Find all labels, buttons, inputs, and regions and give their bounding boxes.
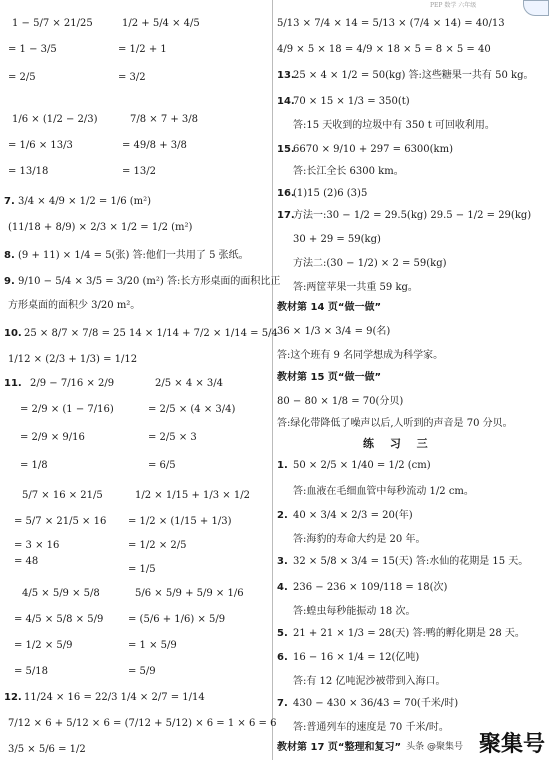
left-math-line: = 2/9 × 9/16 [20, 432, 85, 443]
left-math-line: = 2/9 × (1 − 7/16) [20, 404, 114, 415]
left-math-line: (11/18 + 8/9) × 2/3 × 1/2 = 1/2 (m²) [8, 222, 193, 233]
left-math-line: = 6/5 [148, 460, 176, 471]
left-item-number: 7. [4, 196, 15, 207]
right-exercise-title: 练 习 三 [363, 437, 434, 450]
left-math-line: = 2/5 × (4 × 3/4) [148, 404, 236, 415]
right-math-line: 36 × 1/3 × 3/4 = 9(名) [277, 326, 391, 337]
left-math-line: = 2/5 × 3 [148, 432, 197, 443]
watermark-sub: 头条 @聚集号 [406, 742, 463, 752]
right-math-line: 40 × 3/4 × 2/3 = 20(年) [293, 510, 413, 521]
right-math-line: 答:绿化带降低了噪声以后,人听到的声音是 70 分贝。 [277, 418, 513, 429]
left-math-line: 5/6 × 5/9 + 5/9 × 1/6 [135, 588, 244, 599]
left-math-line: 1/2 × 1/15 + 1/3 × 1/2 [135, 490, 250, 501]
right-item-number: 5. [277, 628, 288, 639]
right-math-line: 答:两筐苹果一共重 59 kg。 [293, 282, 418, 293]
left-math-line: 3/5 × 5/6 = 1/2 [8, 744, 86, 755]
right-item-number: 16. [277, 188, 295, 199]
left-math-line: = 1 − 3/5 [8, 44, 57, 55]
right-section-heading: 教材第 15 页“做一做” [277, 372, 382, 383]
right-math-line: 答:血液在毛细血管中每秒流动 1/2 cm。 [293, 486, 474, 497]
left-math-line: = 1/2 × 2/5 [128, 540, 187, 551]
left-math-line: = 1/8 [20, 460, 48, 471]
left-math-line: 1/12 × (2/3 + 1/3) = 1/12 [8, 354, 138, 365]
right-math-line: 16 − 16 × 1/4 = 12(亿吨) [293, 652, 420, 663]
left-math-line: 1 − 5/7 × 21/25 [12, 18, 93, 29]
right-math-line: 21 + 21 × 1/3 = 28(天) 答:鸭的孵化期是 28 天。 [293, 628, 525, 639]
right-math-line: 方法一:30 − 1/2 = 29.5(kg) 29.5 − 1/2 = 29(kg) [293, 210, 532, 221]
right-math-line: 答:普通列车的速度是 70 千米/时。 [293, 722, 449, 733]
left-math-line: = 5/18 [14, 666, 49, 677]
right-item-number: 4. [277, 582, 288, 593]
right-item-number: 14. [277, 96, 295, 107]
right-item-number: 1. [277, 460, 288, 471]
left-math-line: = 5/7 × 21/5 × 16 [14, 516, 107, 527]
left-math-line: = 13/2 [122, 166, 157, 177]
watermark-logo: 聚集号 [477, 727, 547, 758]
left-math-line: = 1/2 × (1/15 + 1/3) [128, 516, 232, 527]
left-math-line: 2/9 − 7/16 × 2/9 [30, 378, 115, 389]
left-math-line: = 1 × 5/9 [128, 640, 177, 651]
left-math-line: 方形桌面的面积少 3/20 m²。 [8, 300, 141, 311]
left-math-line: = 3 × 16 [14, 540, 60, 551]
left-math-line: = 2/5 [8, 72, 36, 83]
right-math-line: 5/13 × 7/4 × 14 = 5/13 × (7/4 × 14) = 40/13 [277, 18, 505, 29]
left-math-line: 9/10 − 5/4 × 3/5 = 3/20 (m²) 答:长方形桌面的面积比正 [18, 276, 281, 287]
left-item-number: 8. [4, 250, 15, 261]
left-item-number: 11. [4, 378, 22, 389]
right-math-line: 答:海豹的寿命大约是 20 年。 [293, 534, 426, 545]
right-math-line: 答:有 12 亿吨泥沙被带到入海口。 [293, 676, 446, 687]
right-math-line: (1)15 (2)6 (3)5 [293, 188, 368, 199]
right-item-number: 3. [277, 556, 288, 567]
right-math-line: 30 + 29 = 59(kg) [293, 234, 381, 245]
right-math-line: 答:15 天收到的垃圾中有 350 t 可回收利用。 [293, 120, 495, 131]
left-math-line: = (5/6 + 1/6) × 5/9 [128, 614, 226, 625]
right-math-line: 答:这个班有 9 名同学想成为科学家。 [277, 350, 444, 361]
left-math-line: = 1/2 × 5/9 [14, 640, 73, 651]
right-math-line: 方法二:(30 − 1/2) × 2 = 59(kg) [293, 258, 447, 269]
right-item-number: 17. [277, 210, 295, 221]
right-math-line: 236 − 236 × 109/118 = 18(次) [293, 582, 448, 593]
right-math-line: 430 − 430 × 36/43 = 70(千米/时) [293, 698, 459, 709]
left-math-line: = 13/18 [8, 166, 49, 177]
right-math-line: 答:长江全长 6300 km。 [293, 166, 404, 177]
left-math-line: = 1/6 × 13/3 [8, 140, 73, 151]
left-math-line: = 5/9 [128, 666, 156, 677]
left-math-line: (9 + 11) × 1/4 = 5(张) 答:他们一共用了 5 张纸。 [18, 250, 249, 261]
right-math-line: 32 × 5/8 × 3/4 = 15(天) 答:水仙的花期是 15 天。 [293, 556, 529, 567]
left-math-line: = 49/8 + 3/8 [122, 140, 187, 151]
left-math-line: 3/4 × 4/9 × 1/2 = 1/6 (m²) [18, 196, 152, 207]
header-text: PEP 数学 六年级 [430, 2, 477, 9]
right-math-line: 答:蝗虫每秒能振动 18 次。 [293, 606, 416, 617]
left-math-line: = 4/5 × 5/8 × 5/9 [14, 614, 104, 625]
right-math-line: 50 × 2/5 × 1/40 = 1/2 (cm) [293, 460, 431, 471]
right-section-heading: 教材第 14 页“做一做” [277, 302, 382, 313]
right-item-number: 6. [277, 652, 288, 663]
right-math-line: 25 × 4 × 1/2 = 50(kg) 答:这些糖果一共有 50 kg。 [293, 70, 534, 81]
right-math-line: 4/9 × 5 × 18 = 4/9 × 18 × 5 = 8 × 5 = 40 [277, 44, 491, 55]
right-column [273, 0, 549, 760]
left-item-number: 10. [4, 328, 22, 339]
left-math-line: = 1/5 [128, 564, 156, 575]
left-math-line: 7/12 × 6 + 5/12 × 6 = (7/12 + 5/12) × 6 = 1 × 6 = 6 [8, 718, 277, 729]
right-item-number: 13. [277, 70, 295, 81]
left-math-line: 1/6 × (1/2 − 2/3) [12, 114, 98, 125]
right-section-heading: 教材第 17 页“整理和复习” [277, 742, 402, 753]
left-math-line: 25 × 8/7 × 7/8 = 25 14 × 1/14 + 7/2 × 1/14 = 5/4 [24, 328, 278, 339]
left-item-number: 9. [4, 276, 15, 287]
left-item-number: 12. [4, 692, 22, 703]
right-math-line: 80 − 80 × 1/8 = 70(分贝) [277, 396, 404, 407]
right-math-line: 6670 × 9/10 + 297 = 6300(km) [293, 144, 453, 155]
left-math-line: = 1/2 + 1 [118, 44, 167, 55]
left-math-line: = 48 [14, 556, 39, 567]
left-math-line: 4/5 × 5/9 × 5/8 [22, 588, 100, 599]
right-math-line: 70 × 15 × 1/3 = 350(t) [293, 96, 410, 107]
right-item-number: 15. [277, 144, 295, 155]
right-item-number: 7. [277, 698, 288, 709]
left-math-line: = 3/2 [118, 72, 146, 83]
left-math-line: 5/7 × 16 × 21/5 [22, 490, 103, 501]
left-math-line: 11/24 × 16 = 22/3 1/4 × 2/7 = 1/14 [24, 692, 205, 703]
left-math-line: 2/5 × 4 × 3/4 [155, 378, 224, 389]
left-math-line: 7/8 × 7 + 3/8 [130, 114, 199, 125]
left-math-line: 1/2 + 5/4 × 4/5 [122, 18, 200, 29]
right-item-number: 2. [277, 510, 288, 521]
